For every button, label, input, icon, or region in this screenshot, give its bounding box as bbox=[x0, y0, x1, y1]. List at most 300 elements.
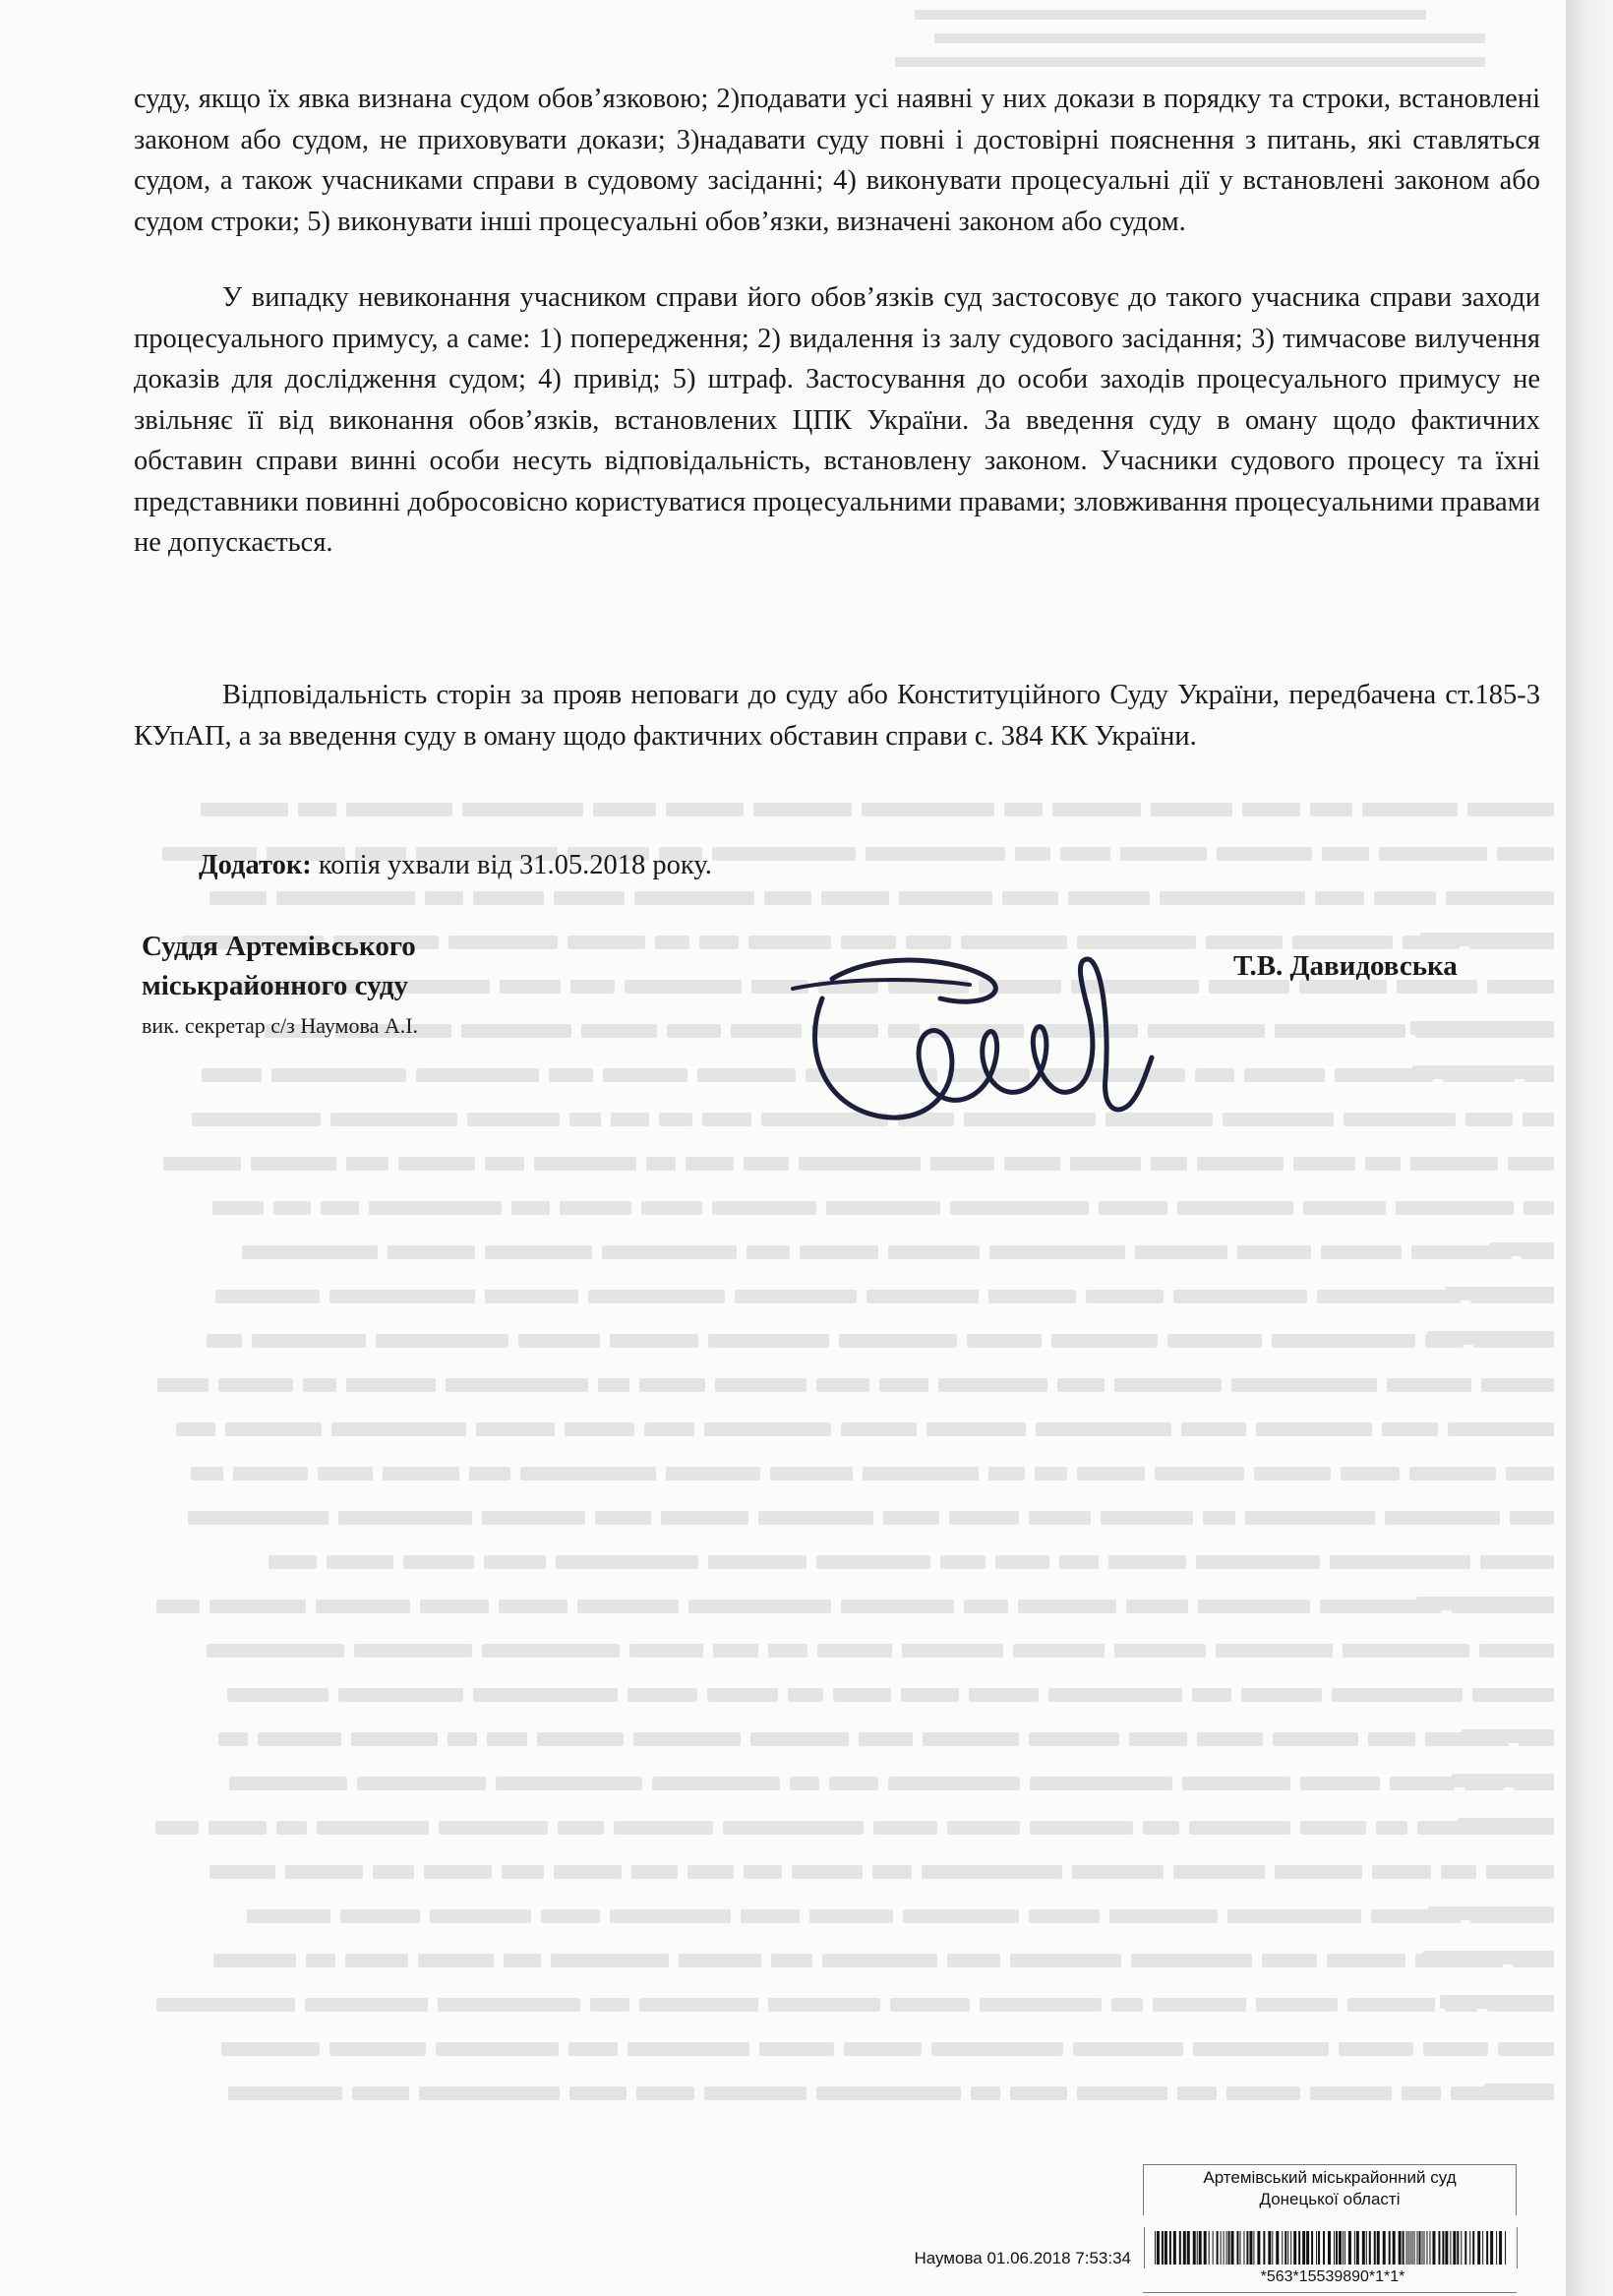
bleed-word bbox=[549, 1068, 593, 1082]
bleed-word bbox=[1513, 1954, 1554, 1967]
barcode-text: *563*15539890*1*1* bbox=[1260, 2268, 1405, 2285]
bleed-word bbox=[826, 1201, 940, 1215]
bleed-word bbox=[346, 1378, 436, 1392]
bleed-word bbox=[577, 1600, 679, 1613]
bleed-word bbox=[631, 1865, 678, 1879]
bleed-word bbox=[1192, 1688, 1231, 1702]
barcode-bar bbox=[1403, 2231, 1404, 2265]
bleed-word bbox=[1010, 2086, 1067, 2100]
bleed-word bbox=[950, 1201, 1089, 1215]
bleed-word bbox=[1272, 1334, 1415, 1348]
bleed-word bbox=[403, 1555, 474, 1569]
bleed-word bbox=[1480, 1555, 1554, 1569]
bleed-word bbox=[225, 1422, 322, 1436]
barcode-bar bbox=[1412, 2231, 1413, 2265]
bleed-word bbox=[338, 1688, 463, 1702]
bleed-word bbox=[768, 1998, 880, 2012]
bleed-word bbox=[1423, 2042, 1488, 2056]
bleed-word bbox=[799, 1157, 921, 1171]
bleed-word bbox=[1077, 2086, 1167, 2100]
bleed-word bbox=[209, 1865, 275, 1879]
bleed-word bbox=[1155, 1467, 1244, 1480]
bleed-word bbox=[1523, 1113, 1554, 1126]
bleed-word bbox=[1051, 1334, 1158, 1348]
barcode-bar bbox=[1464, 2231, 1466, 2265]
bleed-word bbox=[1226, 2086, 1300, 2100]
bleed-word bbox=[1402, 2086, 1441, 2100]
bleed-word bbox=[949, 1511, 1019, 1525]
bleed-word bbox=[980, 1998, 1102, 2012]
bleed-word bbox=[598, 1378, 629, 1392]
bleed-word bbox=[715, 1378, 806, 1392]
bleed-word bbox=[641, 1201, 702, 1215]
bleed-word bbox=[1173, 1865, 1265, 1879]
bleed-word bbox=[610, 1909, 731, 1923]
bleed-word bbox=[590, 1998, 629, 2012]
handwritten-signature bbox=[763, 920, 1176, 1156]
bleed-word bbox=[821, 891, 889, 905]
barcode-bar bbox=[1432, 2231, 1435, 2265]
bleed-word bbox=[212, 1201, 264, 1215]
barcode-bar bbox=[1226, 2231, 1227, 2265]
barcode-bar bbox=[1442, 2231, 1444, 2265]
stamp-user-datetime: Наумова 01.06.2018 7:53:34 bbox=[914, 2249, 1131, 2267]
bleed-word bbox=[1029, 1909, 1100, 1923]
barcode-bar bbox=[1213, 2231, 1214, 2265]
barcode-bar bbox=[1414, 2231, 1415, 2265]
bleed-word bbox=[1372, 1865, 1431, 1879]
bleed-word bbox=[476, 1422, 555, 1436]
bleed-word bbox=[1300, 1777, 1380, 1790]
barcode-bar bbox=[1445, 2231, 1448, 2265]
bleed-word bbox=[229, 1777, 347, 1790]
bleed-line bbox=[138, 1805, 1554, 1849]
barcode-bar bbox=[1263, 2231, 1265, 2265]
bleed-word bbox=[251, 1157, 336, 1171]
bleed-line bbox=[138, 1584, 1554, 1628]
bleed-word bbox=[1059, 1555, 1099, 1569]
barcode-bar bbox=[1336, 2231, 1338, 2265]
bleed-word bbox=[988, 1290, 1076, 1303]
annex-text: копія ухвали від 31.05.2018 року. bbox=[311, 850, 712, 880]
bleed-word bbox=[1452, 1600, 1554, 1613]
bleed-line bbox=[138, 1982, 1554, 2026]
bleed-word bbox=[1129, 1732, 1187, 1746]
bleed-word bbox=[679, 1954, 761, 1967]
bleed-word bbox=[276, 891, 415, 905]
bleed-word bbox=[1387, 1378, 1471, 1392]
bleed-word bbox=[1486, 1865, 1554, 1879]
bleed-word bbox=[735, 1290, 857, 1303]
bleed-line bbox=[138, 1451, 1554, 1495]
bleed-word bbox=[1415, 1024, 1554, 1038]
bleed-line bbox=[138, 1495, 1554, 1540]
bleed-word bbox=[666, 803, 744, 816]
bleed-word bbox=[1182, 1777, 1290, 1790]
bleed-word bbox=[1303, 1201, 1386, 1215]
bleed-word bbox=[1362, 803, 1458, 816]
bleed-word bbox=[482, 1644, 620, 1658]
barcode bbox=[1144, 2227, 1518, 2268]
bleed-word bbox=[1035, 1467, 1067, 1480]
bleed-word bbox=[1341, 1467, 1400, 1480]
bleed-word bbox=[1143, 1821, 1179, 1835]
bleed-word bbox=[844, 2042, 922, 2056]
bleed-word bbox=[1241, 1688, 1322, 1702]
bleed-word bbox=[646, 1157, 676, 1171]
bleed-word bbox=[634, 891, 754, 905]
barcode-bar bbox=[1450, 2231, 1451, 2265]
bleed-word bbox=[629, 1644, 703, 1658]
bleed-word bbox=[485, 1157, 524, 1171]
barcode-bar bbox=[1323, 2231, 1325, 2265]
bleed-word bbox=[518, 1334, 600, 1348]
bleed-word bbox=[1010, 1954, 1121, 1967]
bleed-word bbox=[947, 1821, 1020, 1835]
bleed-word bbox=[902, 1644, 1003, 1658]
bleed-word bbox=[627, 2042, 749, 2056]
bleed-word bbox=[1151, 1157, 1187, 1171]
bleed-word bbox=[388, 1245, 475, 1259]
stamp-bottom-line bbox=[1143, 2292, 1517, 2293]
bleed-word bbox=[688, 1600, 831, 1613]
bleed-word bbox=[201, 803, 288, 816]
bleed-word bbox=[988, 1467, 1025, 1480]
bleed-word bbox=[345, 1954, 408, 1967]
bleed-word bbox=[469, 1467, 510, 1480]
bleed-word bbox=[496, 1777, 642, 1790]
bleed-word bbox=[863, 1467, 979, 1480]
barcode-bar bbox=[1389, 2231, 1391, 2265]
bleed-word bbox=[862, 803, 994, 816]
barcode-bar bbox=[1246, 2231, 1248, 2265]
barcode-bar bbox=[1221, 2231, 1222, 2265]
bleed-word bbox=[351, 1732, 438, 1746]
barcode-bar bbox=[1155, 2231, 1156, 2265]
bleed-word bbox=[1508, 1157, 1554, 1171]
bleed-word bbox=[1365, 1157, 1401, 1171]
bleed-word bbox=[713, 1644, 758, 1658]
barcode-bar bbox=[1424, 2231, 1425, 2265]
bleed-word bbox=[1203, 1511, 1235, 1525]
paragraph-liability: Відповідальність сторін за прояв неповаги до суду або Конституційного Суду України, передбачена ст.185-3 КУпАП, а за введення суду в оману щодо фактичних обставин справи с. 384 КК України. bbox=[134, 680, 1540, 752]
bleed-word bbox=[202, 1068, 262, 1082]
bleed-word bbox=[191, 1467, 223, 1480]
bleed-word bbox=[792, 1865, 863, 1879]
bleed-word bbox=[558, 1821, 604, 1835]
barcode-bar bbox=[1410, 2231, 1411, 2265]
registry-stamp bbox=[1143, 2164, 1517, 2215]
judge-name: Т.В. Давидовська bbox=[1233, 950, 1458, 982]
barcode-bar bbox=[1228, 2231, 1230, 2265]
bleed-word bbox=[439, 1821, 548, 1835]
bleed-word bbox=[800, 1245, 878, 1259]
bleed-word bbox=[438, 1998, 580, 2012]
bleed-word bbox=[644, 1422, 694, 1436]
barcode-bar bbox=[1293, 2231, 1296, 2265]
bleed-word bbox=[770, 1467, 853, 1480]
bleed-word bbox=[931, 2042, 1063, 2056]
barcode-bar bbox=[1393, 2231, 1396, 2265]
bleed-word bbox=[744, 1865, 782, 1879]
bleed-word bbox=[1099, 1201, 1167, 1215]
bleed-word bbox=[376, 1334, 508, 1348]
bleed-word bbox=[611, 1113, 649, 1126]
bleed-word bbox=[1173, 1290, 1307, 1303]
bleed-line bbox=[138, 2071, 1554, 2105]
bleed-word bbox=[207, 1334, 242, 1348]
bleed-word bbox=[242, 1245, 378, 1259]
bleed-word bbox=[1519, 1732, 1554, 1746]
bleed-word bbox=[1445, 1998, 1477, 2012]
bleed-word bbox=[1029, 1511, 1091, 1525]
barcode-bar bbox=[1496, 2231, 1497, 2265]
barcode-bar bbox=[1490, 2231, 1493, 2265]
bleed-word bbox=[156, 1998, 295, 2012]
bleed-word bbox=[1410, 1157, 1498, 1171]
bleed-word bbox=[633, 1732, 741, 1746]
bleed-word bbox=[329, 1290, 475, 1303]
bleed-line bbox=[138, 1540, 1554, 1584]
bleed-word bbox=[233, 1467, 308, 1480]
bleed-line bbox=[138, 2026, 1554, 2071]
bleed-word bbox=[744, 1157, 789, 1171]
bleed-word bbox=[1327, 1954, 1405, 1967]
bleed-word bbox=[816, 2086, 961, 2100]
bleed-word bbox=[636, 2086, 694, 2100]
bleed-word bbox=[1189, 1821, 1290, 1835]
bleed-word bbox=[1245, 1511, 1375, 1525]
bleed-word bbox=[1465, 1113, 1513, 1126]
bleed-word bbox=[273, 1201, 311, 1215]
bleed-word bbox=[1151, 803, 1232, 816]
faint-top-texture bbox=[875, 0, 1544, 79]
bleed-word bbox=[1275, 1024, 1405, 1038]
bleed-word bbox=[473, 1688, 618, 1702]
bleed-word bbox=[1070, 1157, 1141, 1171]
bleed-line bbox=[138, 1230, 1554, 1274]
barcode-bar bbox=[1183, 2231, 1186, 2265]
bleed-word bbox=[1052, 803, 1141, 816]
bleed-word bbox=[1068, 891, 1150, 905]
bleed-word bbox=[888, 1777, 1020, 1790]
bleed-line bbox=[138, 1849, 1554, 1894]
bleed-word bbox=[276, 1821, 307, 1835]
bleed-word bbox=[425, 891, 463, 905]
bleed-word bbox=[1385, 1511, 1500, 1525]
bleed-word bbox=[1101, 1511, 1193, 1525]
bleed-word bbox=[252, 1334, 366, 1348]
bleed-word bbox=[218, 1732, 248, 1746]
bleed-word bbox=[1109, 1909, 1218, 1923]
bleed-word bbox=[1514, 1777, 1554, 1790]
bleed-word bbox=[1469, 936, 1554, 949]
bleed-word bbox=[346, 1157, 388, 1171]
bleed-word bbox=[1293, 1157, 1355, 1171]
bleed-word bbox=[1073, 2042, 1183, 2056]
bleed-word bbox=[627, 1688, 697, 1702]
bleed-word bbox=[723, 1821, 864, 1835]
bleed-word bbox=[822, 1954, 937, 1967]
barcode-bar bbox=[1257, 2231, 1260, 2265]
bleed-word bbox=[753, 803, 852, 816]
bleed-word bbox=[520, 1467, 656, 1480]
bleed-word bbox=[338, 1511, 472, 1525]
bleed-word bbox=[1510, 1511, 1554, 1525]
barcode-bar bbox=[1162, 2231, 1164, 2265]
bleed-word bbox=[817, 1644, 892, 1658]
bleed-word bbox=[926, 1422, 1026, 1436]
bleed-word bbox=[829, 1777, 878, 1790]
bleed-word bbox=[888, 1245, 980, 1259]
bleed-word bbox=[1086, 1290, 1164, 1303]
bleed-word bbox=[352, 2086, 409, 2100]
bleed-word bbox=[1273, 1732, 1358, 1746]
bleed-word bbox=[484, 1555, 546, 1569]
bleed-word bbox=[1216, 1644, 1333, 1658]
bleed-word bbox=[398, 1157, 475, 1171]
bleed-word bbox=[708, 1334, 829, 1348]
bleed-word bbox=[610, 1334, 698, 1348]
bleed-word bbox=[759, 2042, 834, 2056]
bleed-word bbox=[1467, 803, 1554, 816]
barcode-bar bbox=[1302, 2231, 1305, 2265]
bleed-word bbox=[1479, 1644, 1554, 1658]
bleed-word bbox=[841, 1600, 954, 1613]
bleed-word bbox=[317, 1821, 429, 1835]
bleed-word bbox=[809, 1909, 893, 1923]
bleed-word bbox=[1411, 1245, 1512, 1259]
bleed-word bbox=[209, 1600, 306, 1613]
bleed-word bbox=[964, 1600, 1008, 1613]
bleed-word bbox=[639, 1998, 758, 2012]
barcode-bar bbox=[1362, 2231, 1365, 2265]
bleed-word bbox=[1376, 1821, 1407, 1835]
barcode-bar bbox=[1187, 2231, 1190, 2265]
bleed-word bbox=[1048, 1688, 1182, 1702]
barcode-bar bbox=[1344, 2231, 1345, 2265]
judge-title-line1: Суддя Артемівського bbox=[142, 931, 416, 962]
bleed-word bbox=[1013, 1644, 1105, 1658]
bleed-word bbox=[1409, 1467, 1496, 1480]
bleed-word bbox=[305, 1998, 428, 2012]
bleed-word bbox=[473, 891, 544, 905]
barcode-bar bbox=[1306, 2231, 1309, 2265]
bleed-word bbox=[1223, 1113, 1334, 1126]
barcode-bar bbox=[1348, 2231, 1351, 2265]
bleed-line bbox=[138, 1672, 1554, 1717]
bleed-word bbox=[1522, 1245, 1554, 1259]
bleed-word bbox=[213, 1954, 296, 1967]
bleed-word bbox=[383, 1467, 459, 1480]
bleed-word bbox=[790, 1777, 819, 1790]
bleed-line bbox=[138, 1185, 1554, 1230]
annex-line bbox=[199, 846, 1477, 885]
bleed-word bbox=[666, 1467, 760, 1480]
bleed-word bbox=[930, 1157, 994, 1171]
bleed-line bbox=[138, 1894, 1554, 1938]
bleed-word bbox=[1524, 1068, 1554, 1082]
bleed-word bbox=[303, 1378, 336, 1392]
barcode-bar bbox=[1179, 2231, 1181, 2265]
bleed-word bbox=[1177, 2086, 1217, 2100]
bleed-word bbox=[1004, 803, 1043, 816]
bleed-word bbox=[938, 1378, 1047, 1392]
bleed-word bbox=[1441, 1865, 1476, 1879]
bleed-word bbox=[816, 1378, 869, 1392]
barcode-bar bbox=[1408, 2231, 1409, 2265]
bleed-word bbox=[551, 1954, 669, 1967]
bleed-word bbox=[1332, 1688, 1463, 1702]
bleed-word bbox=[686, 1157, 734, 1171]
bleed-word bbox=[419, 2086, 560, 2100]
bleed-word bbox=[218, 1378, 293, 1392]
bleed-word bbox=[1256, 1422, 1372, 1436]
barcode-bar bbox=[1197, 2231, 1198, 2265]
bleed-word bbox=[157, 1378, 209, 1392]
bleed-word bbox=[446, 1378, 588, 1392]
bleed-word bbox=[1057, 1378, 1105, 1392]
barcode-bar bbox=[1276, 2231, 1279, 2265]
bleed-word bbox=[1343, 1644, 1469, 1658]
bleed-word bbox=[176, 1422, 215, 1436]
bleed-line bbox=[138, 1362, 1554, 1407]
bleed-word bbox=[1368, 1732, 1415, 1746]
bleed-line bbox=[138, 1318, 1554, 1362]
bleed-word bbox=[1472, 1688, 1554, 1702]
bleed-word bbox=[602, 1245, 737, 1259]
bleed-word bbox=[1131, 1954, 1252, 1967]
bleed-word bbox=[593, 803, 656, 816]
bleed-word bbox=[947, 1954, 1000, 1967]
bleed-line bbox=[138, 1717, 1554, 1761]
barcode-bar bbox=[1318, 2231, 1320, 2265]
bleed-word bbox=[340, 1909, 420, 1923]
barcode-bar bbox=[1505, 2231, 1506, 2265]
bleed-word bbox=[704, 2086, 806, 2100]
bleed-word bbox=[1242, 803, 1300, 816]
barcode-bar bbox=[1419, 2231, 1421, 2265]
bleed-word bbox=[1108, 1555, 1186, 1569]
bleed-word bbox=[436, 2042, 559, 2056]
bleed-word bbox=[1523, 1201, 1554, 1215]
barcode-bar bbox=[1272, 2231, 1273, 2265]
bleed-word bbox=[661, 1511, 748, 1525]
bleed-word bbox=[639, 1378, 705, 1392]
barcode-bar bbox=[1453, 2231, 1456, 2265]
bleed-word bbox=[156, 1600, 200, 1613]
bleed-word bbox=[1347, 1998, 1435, 2012]
barcode-bar bbox=[1472, 2231, 1474, 2265]
bleed-word bbox=[209, 891, 267, 905]
barcode-bar bbox=[1343, 2231, 1344, 2265]
bleed-word bbox=[816, 1555, 930, 1569]
bleed-word bbox=[228, 2086, 342, 2100]
bleed-word bbox=[614, 1821, 713, 1835]
bleed-word bbox=[1425, 1732, 1509, 1746]
bleed-word bbox=[316, 1600, 410, 1613]
barcode-bar bbox=[1173, 2231, 1176, 2265]
bleed-line bbox=[138, 1761, 1554, 1805]
bleed-word bbox=[1114, 1378, 1222, 1392]
bleed-word bbox=[995, 1555, 1049, 1569]
bleed-word bbox=[1451, 2086, 1554, 2100]
bleed-word bbox=[1464, 1777, 1504, 1790]
bleed-line bbox=[138, 787, 1554, 831]
bleed-word bbox=[750, 1732, 849, 1746]
bleed-word bbox=[1470, 1909, 1554, 1923]
bleed-word bbox=[502, 1865, 544, 1879]
